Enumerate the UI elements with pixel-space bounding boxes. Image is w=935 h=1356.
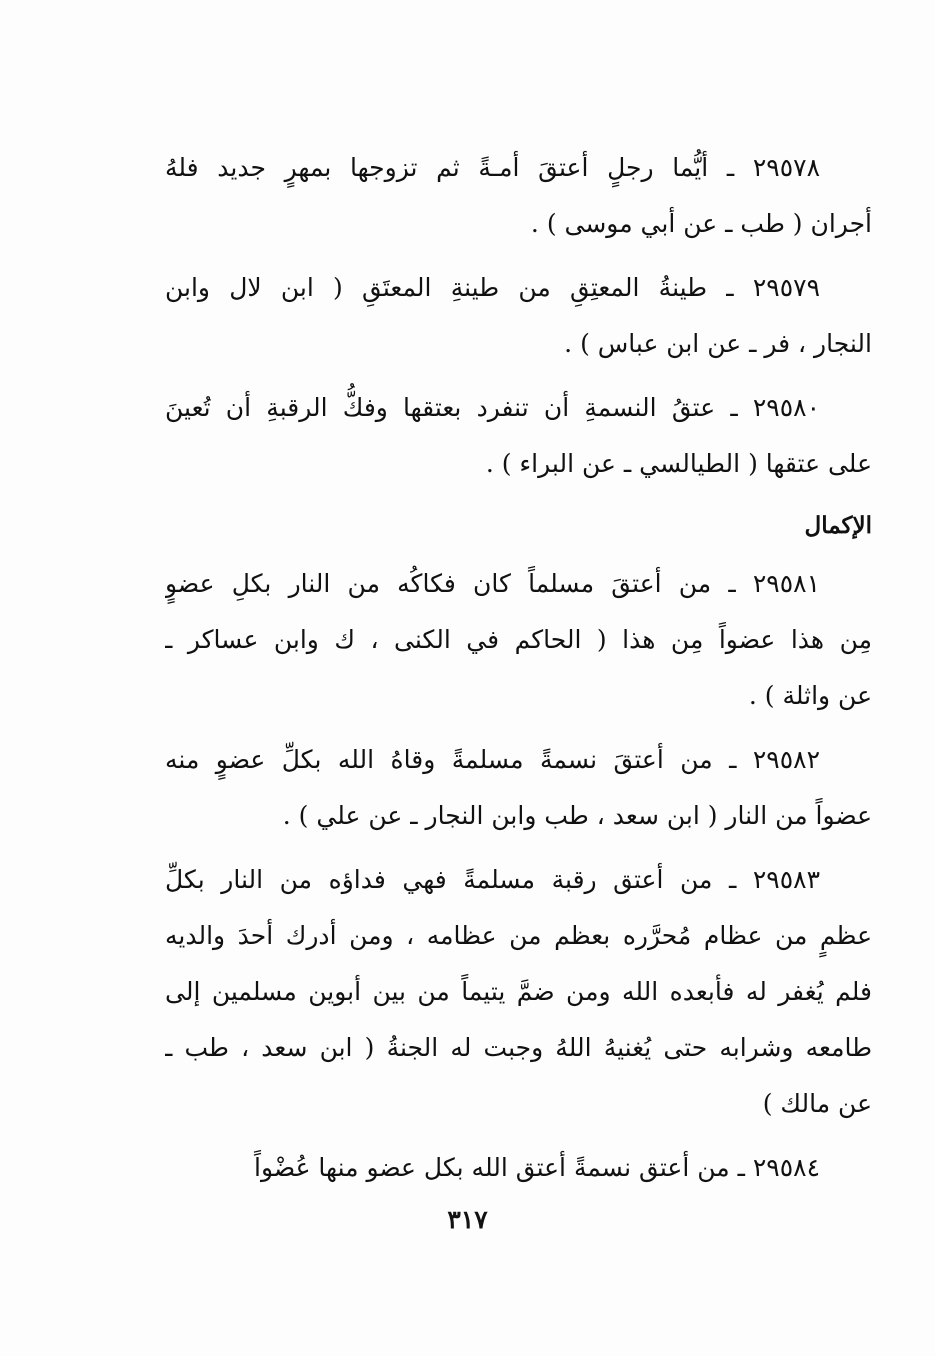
text-line: ٢٩٥٨٤ ـ من أعتق نسمةً أعتق الله بكل عضو منها عُضْواً <box>254 1153 820 1182</box>
hadith-entry-29584 <box>165 1140 872 1196</box>
page-number: ٣١٧ <box>447 1205 488 1234</box>
text-line: عضواً من النار ( ابن سعد ، طب وابن النجار ـ عن علي ) . <box>282 801 872 830</box>
hadith-entry-29583 <box>165 852 872 1132</box>
text-line: ٢٩٥٧٩ ـ طينةُ المعتِقِ من طينةِ المعتَقِ ( ابن لال وابن <box>165 273 820 302</box>
text-line: عظمٍ من عظام مُحرَّره بعظم من عظامه ، ومن أدرك أحدَ والديه <box>165 921 872 950</box>
hadith-entry-29580 <box>165 380 872 492</box>
text-line: مِن هذا عضواً مِن هذا ( الحاكم في الكنى ، ك وابن عساكر ـ <box>165 625 872 654</box>
text-line: عن واثلة ) . <box>748 681 872 710</box>
text-line: ٢٩٥٧٨ ـ أيُّما رجلٍ أعتقَ أمـةً ثم تزوجها بمهرٍ جديد فلهُ <box>165 153 820 182</box>
text-line: ٢٩٥٨٠ ـ عتقُ النسمةِ أن تنفرد بعتقها وفكُّ الرقبةِ أن تُعينَ <box>165 393 820 422</box>
text-line: ٢٩٥٨١ ـ من أعتقَ مسلماً كان فكاكُه من النار بكلِ عضوٍ <box>165 569 820 598</box>
hadith-entry-29582 <box>165 732 872 844</box>
page-body <box>165 140 872 1204</box>
hadith-entry-29579 <box>165 260 872 372</box>
text-line: أجران ( طب ـ عن أبي موسى ) . <box>530 209 872 238</box>
section-heading: الإكمال <box>804 512 872 539</box>
text-line: طامعه وشرابه حتى يُغنيهُ اللهُ وجبت له الجنةُ ( ابن سعد ، طب ـ <box>165 1033 872 1062</box>
hadith-entry-29578 <box>165 140 872 252</box>
text-line: على عتقها ( الطيالسي ـ عن البراء ) . <box>485 449 872 478</box>
text-line: ٢٩٥٨٢ ـ من أعتقَ نسمةً مسلمةً وقاهُ الله بكلِّ عضوٍ منه <box>165 745 820 774</box>
text-line: ٢٩٥٨٣ ـ من أعتق رقبة مسلمةً فهي فداؤه من النار بكلِّ <box>165 865 820 894</box>
text-line: عن مالك ) <box>762 1089 872 1118</box>
text-line: النجار ، فر ـ عن ابن عباس ) . <box>564 329 872 358</box>
hadith-entry-29581 <box>165 556 872 724</box>
text-line: فلم يُغفر له فأبعده الله ومن ضمَّ يتيماً من بين أبوين مسلمين إلى <box>165 977 872 1006</box>
